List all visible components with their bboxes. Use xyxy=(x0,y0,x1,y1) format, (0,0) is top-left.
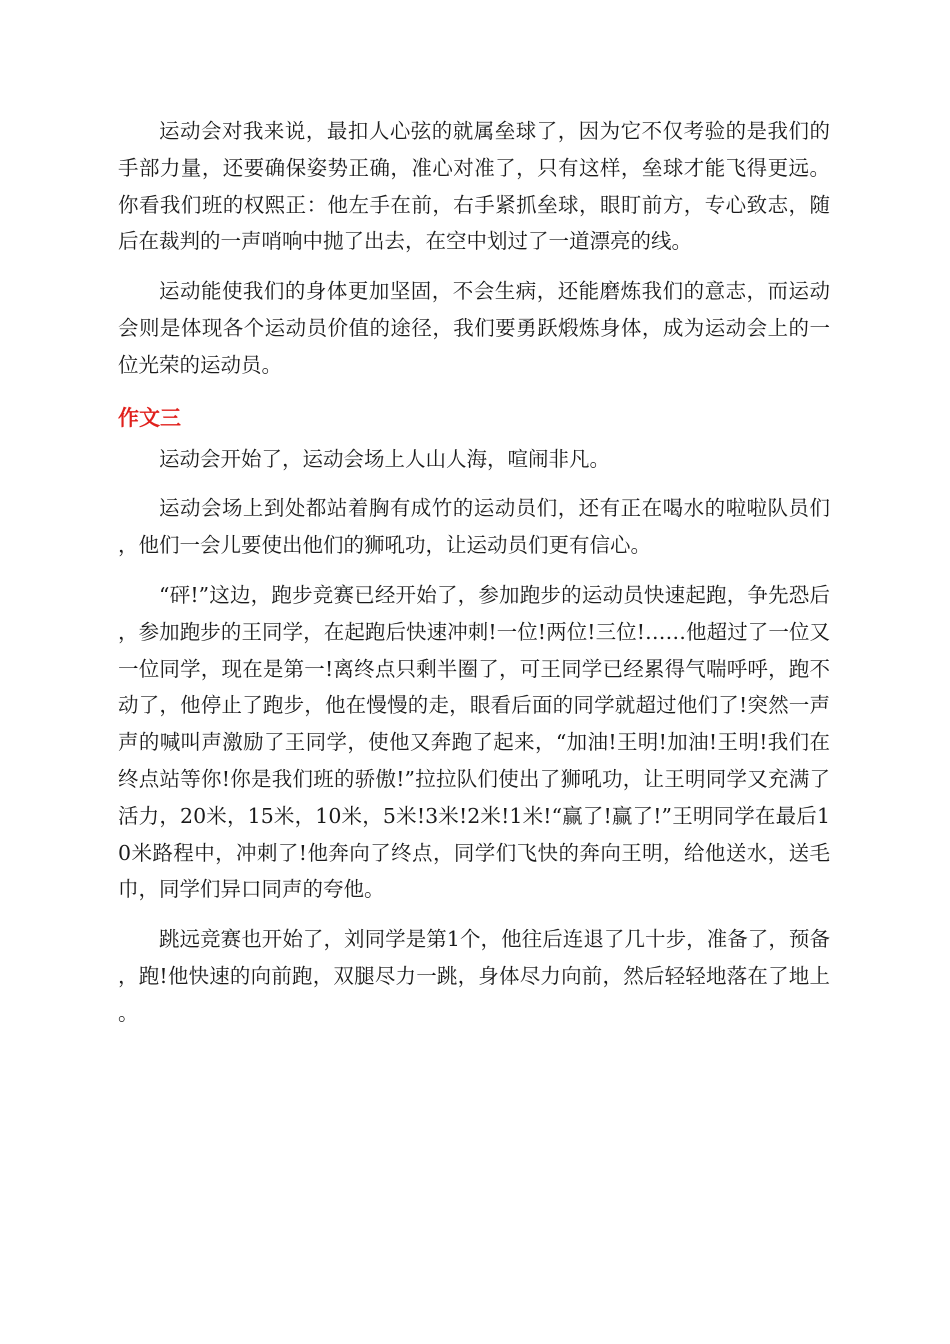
document-body xyxy=(118,113,830,1032)
section-heading-essay-three: 作文三 xyxy=(118,405,181,430)
paragraph-long-jump: 跳远竞赛也开始了，刘同学是第1个，他往后连退了几十步，准备了，预备，跑!他快速的向前跑，双腿尽力一跳，身体尽力向前，然后轻轻地落在了地上。 xyxy=(118,927,830,1025)
paragraph-softball: 运动会对我来说，最扣人心弦的就属垒球了，因为它不仅考验的是我们的手部力量，还要确保姿势正确，准心对准了，只有这样，垒球才能飞得更远。你看我们班的权熙正：他左手在前，右手紧抓垒球，眼盯前方，专心致志，随后在裁判的一声哨响中抛了出去，在空中划过了一道漂亮的线。 xyxy=(118,119,830,254)
paragraph-opening: 运动会开始了，运动会场上人山人海，喧闹非凡。 xyxy=(159,446,610,471)
paragraph-athletes-cheerleaders: 运动会场上到处都站着胸有成竹的运动员们，还有正在喝水的啦啦队员们，他们一会儿要使出他们的狮吼功，让运动员们更有信心。 xyxy=(118,496,830,558)
paragraph-running-race: “砰!”这边，跑步竞赛已经开始了，参加跑步的运动员快速起跑，争先恐后，参加跑步的王同学，在起跑后快速冲刺!一位!两位!三位!……他超过了一位又一位同学，现在是第一!离终点只剩半圈了，可王同学已经累得气喘呼呼，跑不动了，他停止了跑步，他在慢慢的走，眼看后面的同学就超过他们了!突然一声声的喊叫声激励了王同学，使他又奔跑了起来，“加油!王明!加油!王明!我们在终点站等你!你是我们班的骄傲!”拉拉队们使出了狮吼功，让王明同学又充满了活力，20米，15米，10米，5米!3米!2米!1米!“赢了!赢了!”王明同学在最后10米路程中，冲刺了!他奔向了终点，同学们飞快的奔向王明，给他送水，送毛巾，同学们异口同声的夸他。 xyxy=(118,582,830,902)
paragraph-exercise-benefits: 运动能使我们的身体更加坚固，不会生病，还能磨炼我们的意志，而运动会则是体现各个运动员价值的途径，我们要勇跃煅炼身体，成为运动会上的一位光荣的运动员。 xyxy=(118,279,830,377)
